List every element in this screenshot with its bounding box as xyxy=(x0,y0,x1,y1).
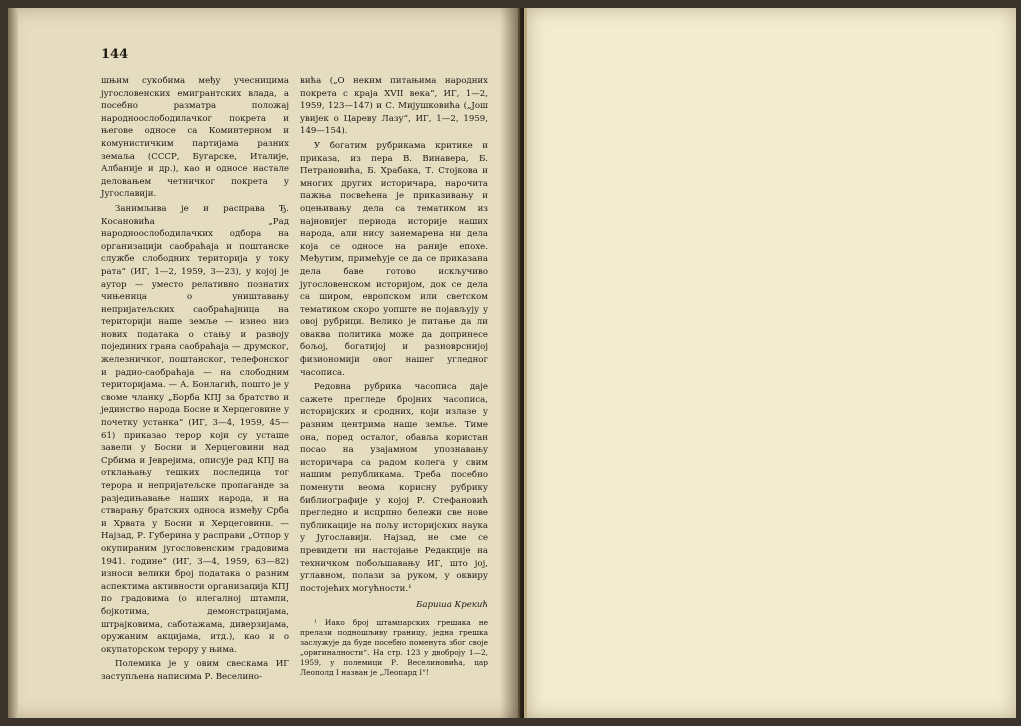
left-text-column xyxy=(101,75,289,686)
paragraph: У богатим рубрикама критике и приказа, из пера В. Винавера, Б. Петрановића, Б. Храбака, Т. Стојкова и многих других историчара, нарочита пажња посвећена је приказивању и оцењивању дела са тематиком из најновијег периода историје наших народа, али нису занемарена ни дела која се односе на раније епохе. Међутим, примећује се да се приказана дела баве готово искључиво југословенском историјом, док се дела са широм, европском или светском тематиком скоро уопште не појављују у овој рубрици. Велико је питање да ли оваква политика може да допринесе бољој, богатијој и разноврснијој физиономији овог нашег угледног часописа. xyxy=(300,140,488,378)
left-page-edge xyxy=(8,8,18,718)
right-page-blank xyxy=(524,8,1016,718)
paragraph: Редовна рубрика часописа даје сажете прегледе бројних часописа, историјских и сродних, који излазе у разним центрима наше земље. Тиме она, поред осталог, обавља користан посао на узајамном упознавању историчара са радом колега у свим нашим републикама. Треба посебно поменути веома корисну рубрику библиографије у којој Р. Стефановић прегледно и исцрпно бележи све нове публикације на пољу историјских наука у Југославији. Најзад, не сме се превидети ни настојање Редакције на техничком побољшавању ИГ, што јој, углавном, полази за руком, у оквиру постојећих могућности.¹ xyxy=(300,382,488,594)
author-signature: Баришa Крекић xyxy=(416,600,488,611)
paragraph: шњим сукобима међу учесницима југословенских емигрантских влада, а посебно разматра положај народноослободилачког покрета и његове односе са Коминтерном и комунистичким партијама разних земаља (СССР, Бугарске, Италије, Албаније и др.), као и односе настале деловањем четничког покрета у Југославији. xyxy=(101,76,289,200)
footnote: ¹ Иако број штампарских грешака не прелази подношљиву границу, једна грешка заслужује да буде посебно поменута због своје „оригиналности“. На стр. 123 у двоброју 1—2, 1959, у полемици Р. Веселиновића, цар Леополд I назван је „Леопард I“! xyxy=(300,617,488,677)
paragraph: вића („О неким питањима народних покрета с краја XVII века“, ИГ, 1—2, 1959, 123—147) и С. Мијушковића („Још увијек о Цареву Лазу“, ИГ, 1—2, 1959, 149—154). xyxy=(300,76,488,137)
book-gutter xyxy=(500,8,524,718)
page-number: 144 xyxy=(101,47,129,62)
right-text-column xyxy=(300,75,488,678)
paragraph: Полемика је у овим свескама ИГ заступљена написима Р. Веселино- xyxy=(101,659,289,682)
paragraph: Занимљива је и расправа Ђ. Косановића „Рад народноослободилачких одбора на организацији саобраћаја и поштанске службе слободних територија у току рата“ (ИГ, 1—2, 1959, 3—23), у којој је аутор — уместо релативно познатих чињеница о уништавању непријатељских саобраћајница на територији наше земље — изнео низ нових података о стању и развоју појединих грана саобраћаја — друмског, железничког, поштанског, телефонског и радио-саобраћаја — на слободним територијама. — А. Бонлагић, пошто је у своме чланку „Борба КПЈ за братство и јединство народа Босне и Херцеговине у почетку устанка“ (ИГ, 3—4, 1959, 45—61) приказао терор који су усташе завели у Босни и Херцеговини над Србима и Јеврејима, описује рад КПЈ на отклањању тешких последица тог терора и непријатељске пропаганде за разједињавање наших народа, и на стварању братских односа између Срба и Хрвата у Босни и Херцеговини. — Најзад, Р. Губерина у расправи „Отпор у окупираним југословенским градовима 1941. године“ (ИГ, 3—4, 1959, 63—82) износи велики број података о разним аспектима активности организација КПЈ по градовима (о илегалној штампи, бојкотима, демонстрацијама, штрајковима, саботажама, диверзијама, оружаним акцијама, итд.), као и о окупаторском терору у њима. xyxy=(101,203,289,655)
